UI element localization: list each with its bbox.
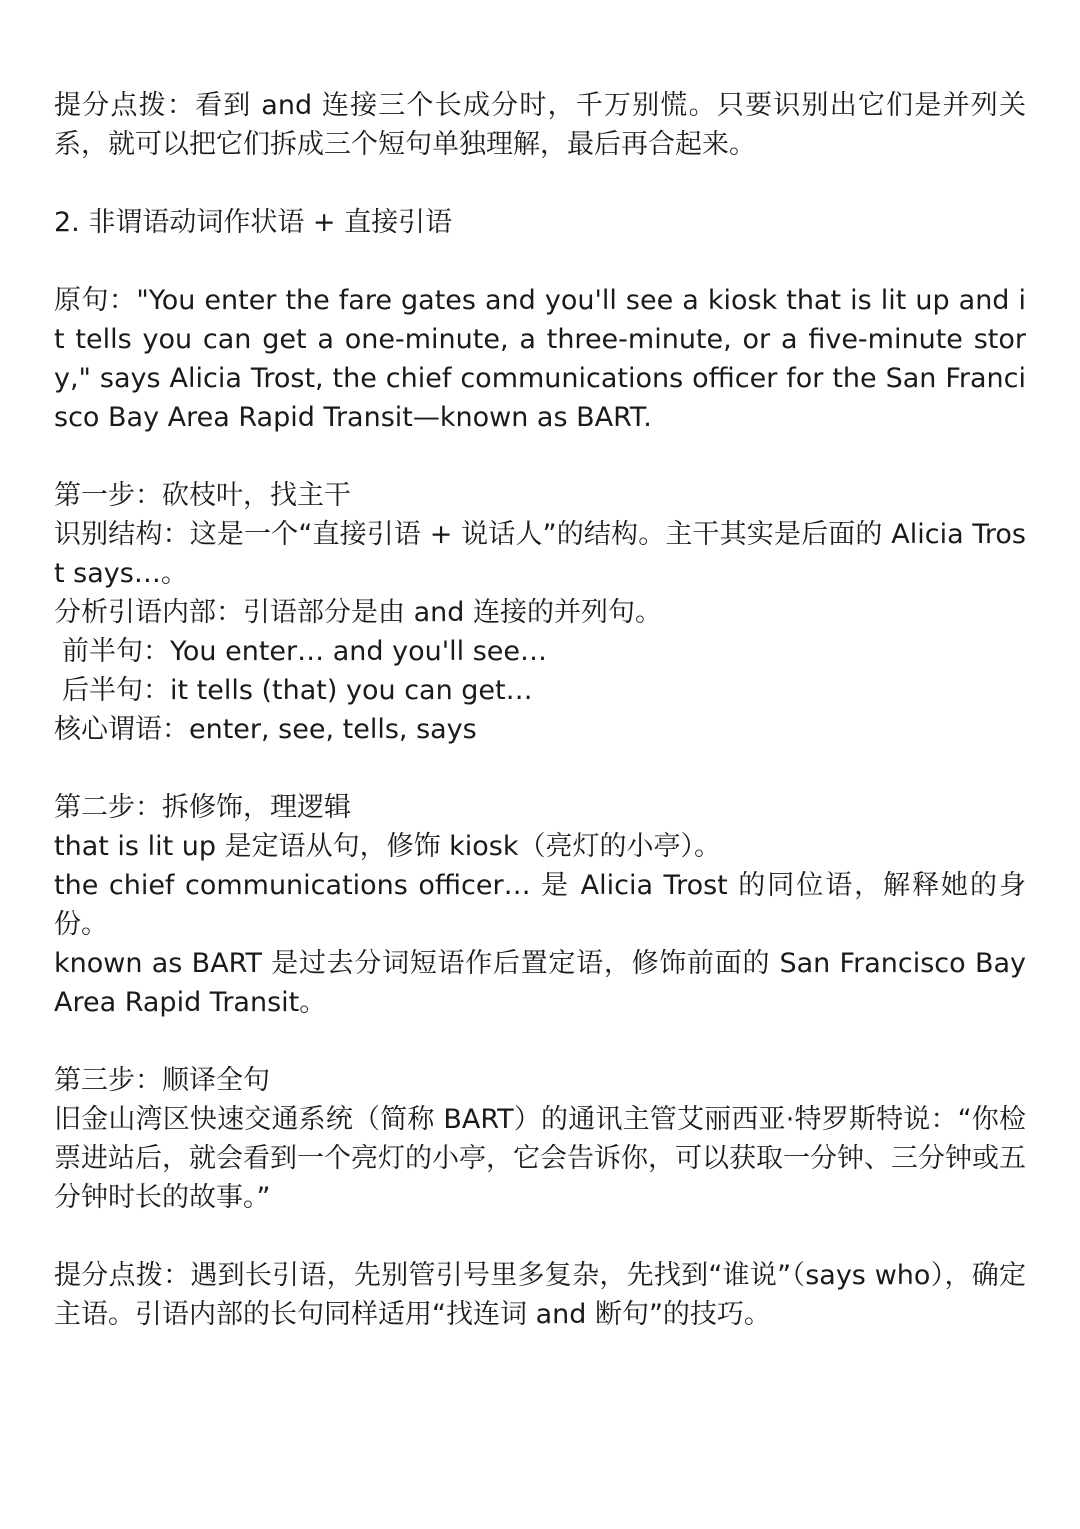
spacer: [54, 164, 1026, 203]
spacer: [54, 1217, 1026, 1256]
spacer: [54, 749, 1026, 788]
step2-line-1: that is lit up 是定语从句，修饰 kiosk（亮灯的小亭）。: [54, 831, 722, 862]
step1-second-half: 后半句：it tells (that) you can get…: [62, 675, 533, 706]
step3-translation: 旧金山湾区快速交通系统（简称 BART）的通讯主管艾丽西亚·特罗斯特说：“你检票进站后，就会看到一个亮灯的小亭，它会告诉你，可以获取一分钟、三分钟或五分钟时长的故事。”: [54, 1104, 1026, 1213]
step2-title: 第二步：拆修饰，理逻辑: [54, 792, 351, 823]
spacer: [54, 437, 1026, 476]
step1-core-predicates: 核心谓语：enter, see, tells, says: [54, 714, 477, 745]
spacer: [54, 242, 1026, 281]
tip-paragraph-1: 提分点拨：看到 and 连接三个长成分时，千万别慌。只要识别出它们是并列关系，就可以把它们拆成三个短句单独理解，最后再合起来。: [54, 90, 1026, 160]
section-heading-2: 2. 非谓语动词作状语 + 直接引语: [54, 207, 453, 238]
step1-title: 第一步：砍枝叶，找主干: [54, 480, 351, 511]
step1-inner-analysis: 分析引语内部：引语部分是由 and 连接的并列句。: [54, 597, 662, 628]
step1-first-half: 前半句：You enter… and you'll see…: [62, 636, 548, 667]
step3-title: 第三步：顺译全句: [54, 1065, 270, 1096]
original-sentence: 原句："You enter the fare gates and you'll see a kiosk that is lit up and it tells you can get a one-minute, a three-minute, or a five-minute story," says Alicia Trost, the chief communications officer for the San Francisco Bay Area Rapid Transit—known as BART.: [54, 285, 1026, 433]
tip-paragraph-2: 提分点拨：遇到长引语，先别管引号里多复杂，先找到“谁说”（says who），确定主语。引语内部的长句同样适用“找连词 and 断句”的技巧。: [54, 1260, 1026, 1330]
step2-line-2: the chief communications officer… 是 Alicia Trost 的同位语，解释她的身份。: [54, 870, 1026, 940]
document-page: [0, 86, 1080, 1529]
spacer: [54, 1022, 1026, 1061]
step1-structure: 识别结构：这是一个“直接引语 + 说话人”的结构。主干其实是后面的 Alicia Trost says…。: [54, 519, 1026, 589]
step2-line-3: known as BART 是过去分词短语作后置定语，修饰前面的 San Francisco Bay Area Rapid Transit。: [54, 948, 1026, 1018]
